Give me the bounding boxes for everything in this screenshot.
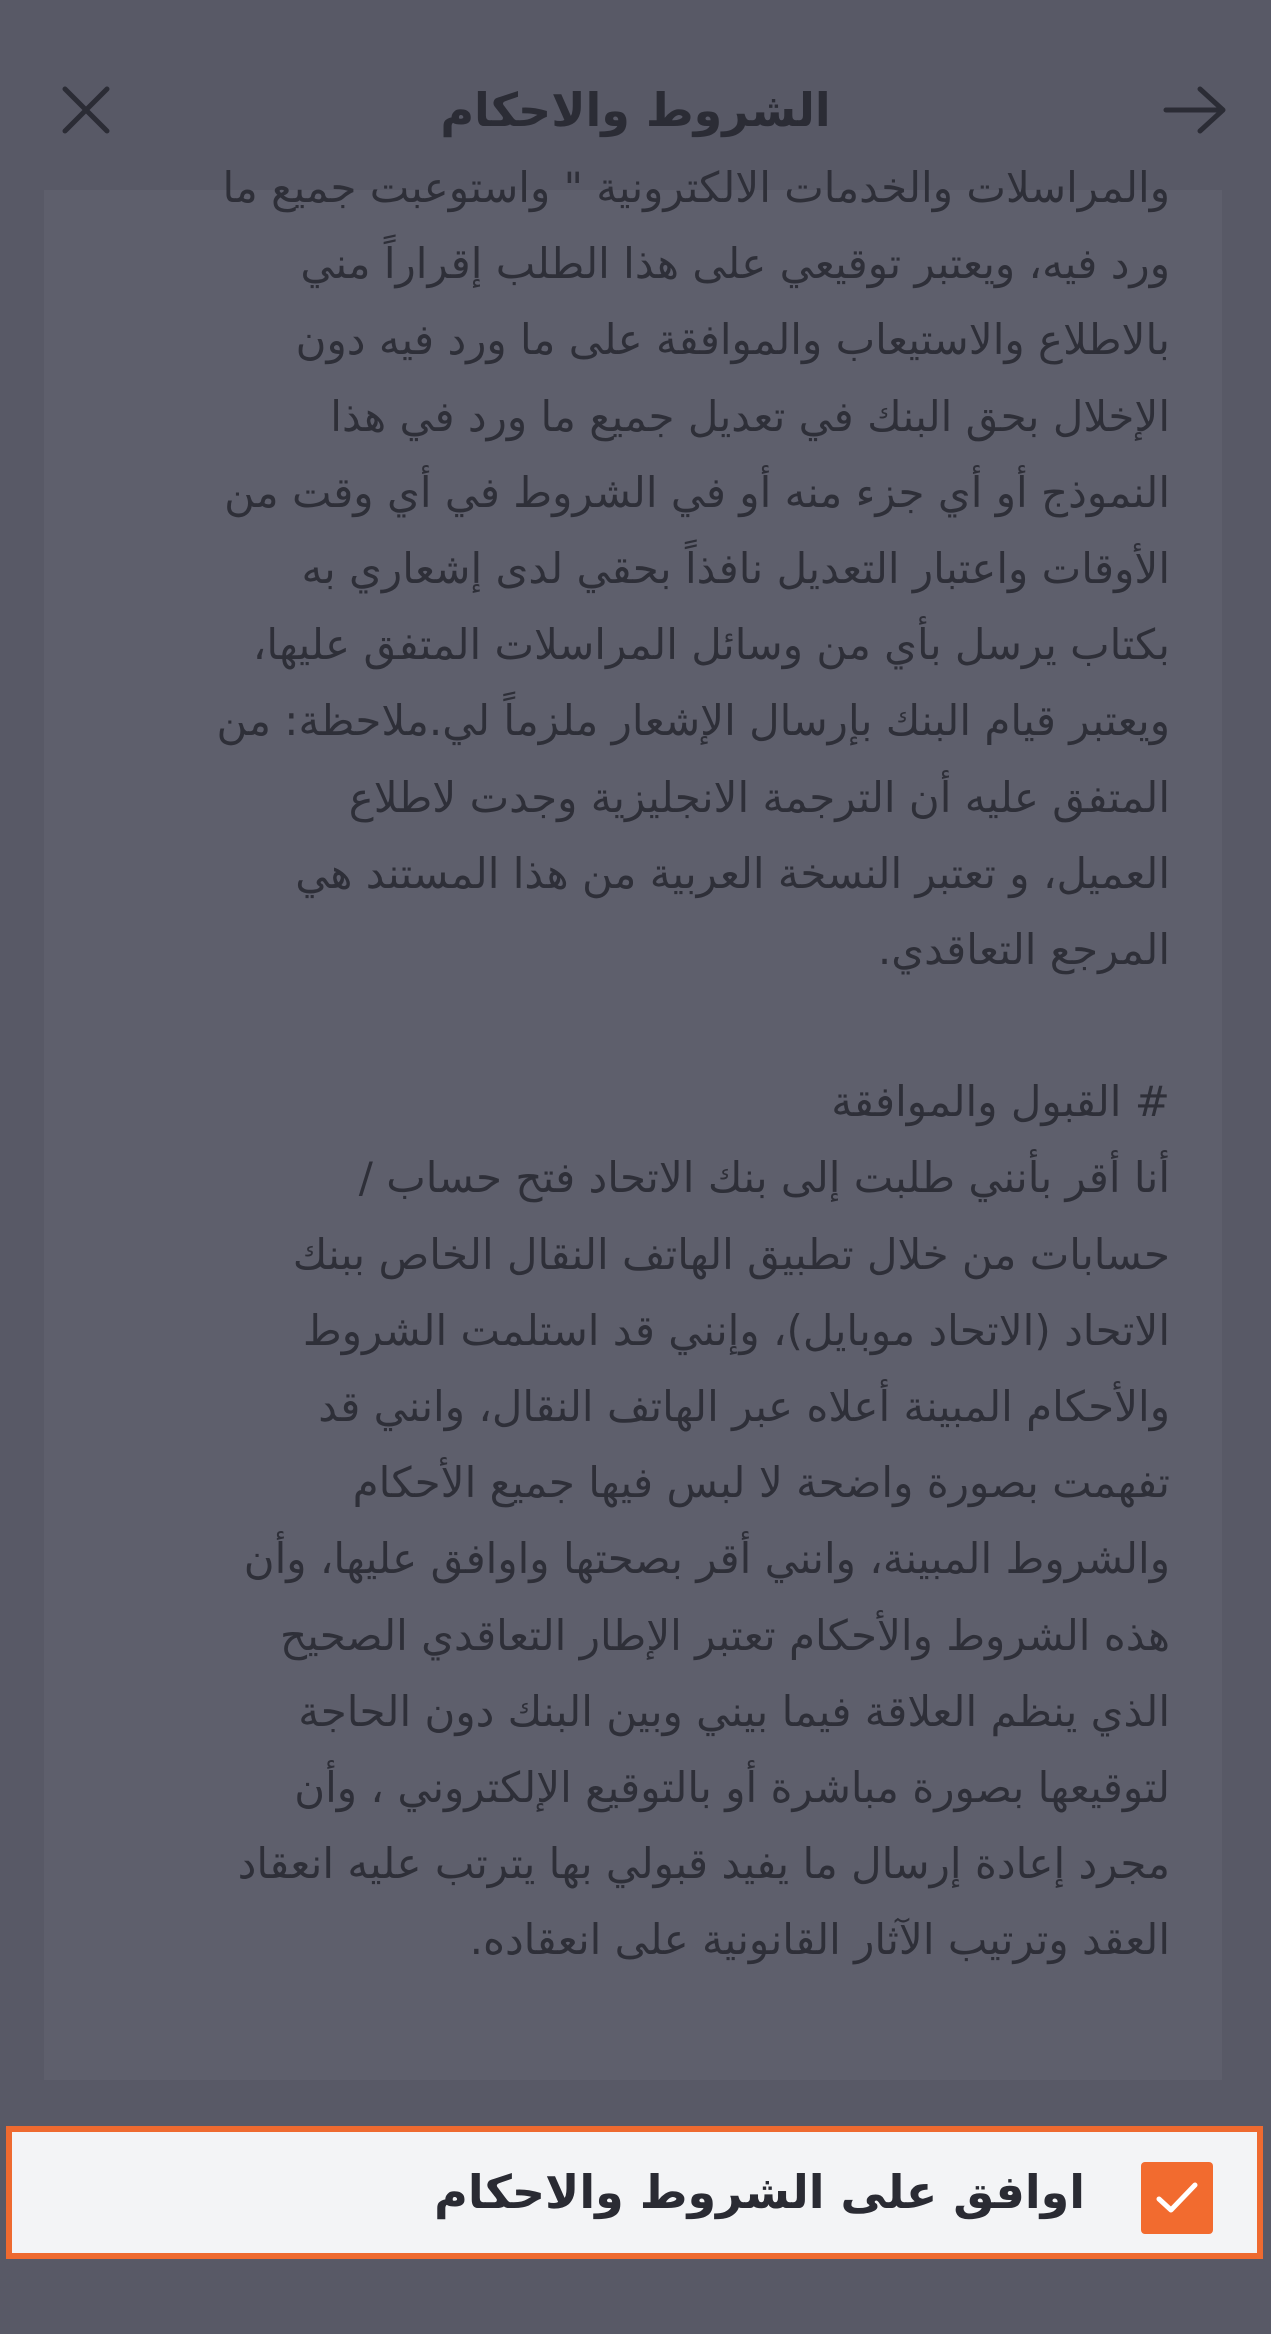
text-line: والمراسلات والخدمات الالكترونية " واستوعبت جميع ما	[222, 163, 1170, 212]
footer-bar	[0, 2080, 1271, 2334]
terms-text	[94, 150, 1170, 2055]
text-line: الذي ينظم العلاقة فيما بيني وبين البنك دون الحاجة	[298, 1686, 1170, 1736]
back-button[interactable]	[1157, 72, 1233, 148]
text-line: حسابات من خلال تطبيق الهاتف النقال الخاص ببنك	[292, 1229, 1170, 1279]
text-line: ورد فيه، ويعتبر توقيعي على هذا الطلب إقراراً مني	[300, 239, 1170, 289]
text-line: المرجع التعاقدي.	[877, 925, 1170, 975]
text-line: مجرد إعادة إرسال ما يفيد قبولي بها يترتب عليه انعقاد	[237, 1839, 1170, 1889]
text-line: والأحكام المبينة أعلاه عبر الهاتف النقال، وانني قد	[318, 1382, 1170, 1432]
text-line: لتوقيعها بصورة مباشرة أو بالتوقيع الإلكتروني ، وأن	[294, 1763, 1170, 1813]
text-line: والشروط المبينة، وانني أقر بصحتها واوافق عليها، وأن	[243, 1534, 1170, 1584]
terms-content[interactable]	[44, 163, 1222, 2080]
text-line: تفهمت بصورة واضحة لا لبس فيها جميع الأحكام	[352, 1458, 1170, 1508]
agree-label: اوافق على الشروط والاحكام	[434, 2165, 1085, 2219]
text-line: ويعتبر قيام البنك بإرسال الإشعار ملزماً لي.ملاحظة: من	[216, 696, 1170, 746]
page-title: الشروط والاحكام	[440, 83, 831, 137]
arrow-right-icon	[1162, 85, 1228, 135]
text-line: الاتحاد (الاتحاد موبايل)، وإنني قد استلمت الشروط	[302, 1305, 1170, 1355]
text-line: بالاطلاع والاستيعاب والموافقة على ما ورد فيه دون	[295, 315, 1170, 365]
text-line: النموذج أو أي جزء منه أو في الشروط في أي وقت من	[224, 467, 1170, 517]
text-line: العقد وترتيب الآثار القانونية على انعقاده.	[469, 1915, 1170, 1965]
agree-checkbox[interactable]	[1141, 2162, 1213, 2234]
agree-terms-row[interactable]	[6, 2126, 1263, 2259]
section-heading: # القبول والموافقة	[831, 1077, 1170, 1127]
text-line: المتفق عليه أن الترجمة الانجليزية وجدت لاطلاع	[348, 772, 1170, 822]
text-line: بكتاب يرسل بأي من وسائل المراسلات المتفق عليها،	[252, 620, 1170, 670]
text-line: أنا أقر بأنني طلبت إلى بنك الاتحاد فتح حساب /	[358, 1153, 1170, 1203]
terms-paragraph	[94, 150, 1170, 988]
text-line: الأوقات واعتبار التعديل نافذاً بحقي لدى إشعاري به	[301, 544, 1170, 594]
acceptance-paragraph	[94, 1064, 1170, 1978]
text-line: العميل، و تعتبر النسخة العربية من هذا المستند هي	[295, 848, 1170, 898]
text-line: هذه الشروط والأحكام تعتبر الإطار التعاقدي الصحيح	[280, 1610, 1170, 1660]
text-line: الإخلال بحق البنك في تعديل جميع ما ورد في هذا	[330, 391, 1170, 441]
checkmark-icon	[1155, 2180, 1199, 2216]
